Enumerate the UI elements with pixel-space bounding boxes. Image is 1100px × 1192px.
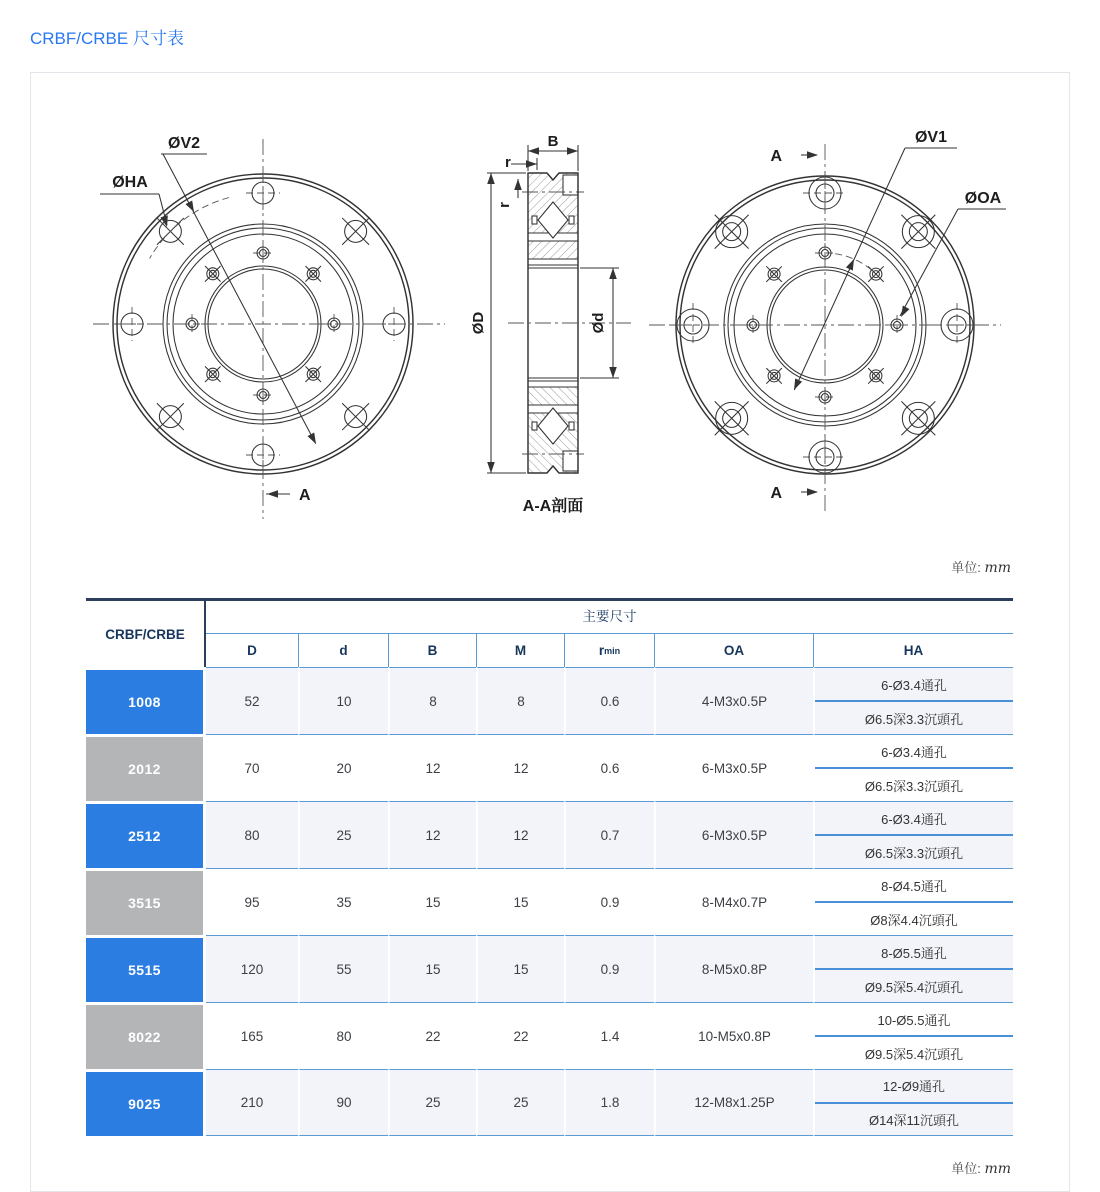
cell-D: 120 xyxy=(206,935,298,1002)
col-header-OA: OA xyxy=(654,634,813,667)
cell-D: 52 xyxy=(206,667,298,734)
table-header xyxy=(86,598,1013,667)
model-badge: 1008 xyxy=(86,667,206,734)
ha-through-hole: 8-Ø5.5通孔 xyxy=(815,936,1013,968)
cell-d: 90 xyxy=(298,1069,388,1136)
cell-HA xyxy=(813,801,1013,868)
cell-B: 15 xyxy=(388,868,476,935)
ha-counterbore: Ø9.5深5.4沉頭孔 xyxy=(815,968,1013,1002)
cell-M: 25 xyxy=(476,1069,564,1136)
content-panel xyxy=(30,72,1070,1192)
ha-counterbore: Ø9.5深5.4沉頭孔 xyxy=(815,1035,1013,1069)
cell-D: 70 xyxy=(206,734,298,801)
cell-HA xyxy=(813,1069,1013,1136)
ha-through-hole: 6-Ø3.4通孔 xyxy=(881,744,947,760)
cell-rmin: 0.6 xyxy=(564,734,654,801)
cell-M: 12 xyxy=(476,734,564,801)
table-row xyxy=(86,1069,1013,1136)
cell-M: 15 xyxy=(476,935,564,1002)
label-b: B xyxy=(547,133,559,150)
cell-HA xyxy=(813,1002,1013,1069)
table-row xyxy=(86,801,1013,868)
cell-OA: 8-M4x0.7P xyxy=(654,868,813,935)
technical-drawings xyxy=(31,86,1070,546)
group-header: 主要尺寸 xyxy=(206,601,1013,634)
label-ov2: ØV2 xyxy=(167,135,201,152)
cell-OA: 6-M3x0.5P xyxy=(654,801,813,868)
ha-counterbore: Ø8深4.4沉頭孔 xyxy=(815,901,1013,935)
label-a-top: A xyxy=(770,148,782,165)
table-row xyxy=(86,1002,1013,1069)
table-row xyxy=(86,935,1013,1002)
table-row xyxy=(86,667,1013,734)
label-a-bottom: A xyxy=(770,485,782,502)
unit-label: 单位: mm xyxy=(951,560,1011,576)
cell-HA xyxy=(813,734,1013,801)
cell-rmin: 0.7 xyxy=(564,801,654,868)
front-view-left xyxy=(93,135,445,519)
label-id: Ød xyxy=(590,312,607,334)
model-badge: 9025 xyxy=(86,1069,206,1136)
col-header-d: d xyxy=(298,634,388,667)
model-badge: 8022 xyxy=(86,1002,206,1069)
cell-M: 8 xyxy=(476,667,564,734)
cell-OA: 10-M5x0.8P xyxy=(654,1002,813,1069)
cell-HA xyxy=(813,667,1013,734)
cell-OA: 12-M8x1.25P xyxy=(654,1069,813,1136)
ha-counterbore: Ø6.5深3.3沉頭孔 xyxy=(815,834,1013,868)
label-ooa: ØOA xyxy=(964,190,1002,207)
ha-through-hole: 10-Ø5.5通孔 xyxy=(877,1012,951,1028)
cell-M: 15 xyxy=(476,868,564,935)
label-r-top: r xyxy=(505,154,511,171)
cell-HA xyxy=(813,935,1013,1002)
label-od: ØD xyxy=(470,311,487,335)
label-a-left: A xyxy=(299,487,311,504)
cell-B: 22 xyxy=(388,1002,476,1069)
cell-B: 25 xyxy=(388,1069,476,1136)
cell-rmin: 0.6 xyxy=(564,667,654,734)
model-column-header: CRBF/CRBE xyxy=(86,601,206,667)
page-title[interactable]: CRBF/CRBE 尺寸表 xyxy=(30,29,184,48)
section-view xyxy=(470,133,631,515)
cell-d: 20 xyxy=(298,734,388,801)
cell-d: 25 xyxy=(298,801,388,868)
ha-through-hole: 6-Ø3.4通孔 xyxy=(815,668,1013,700)
cell-M: 12 xyxy=(476,801,564,868)
cell-d: 80 xyxy=(298,1002,388,1069)
model-badge: 2012 xyxy=(86,734,206,801)
cell-d: 55 xyxy=(298,935,388,1002)
cell-D: 210 xyxy=(206,1069,298,1136)
cell-rmin: 1.8 xyxy=(564,1069,654,1136)
cell-rmin: 1.4 xyxy=(564,1002,654,1069)
ha-through-hole: 8-Ø4.5通孔 xyxy=(881,878,947,894)
table-row xyxy=(86,868,1013,935)
model-badge: 3515 xyxy=(86,868,206,935)
col-header-rmin: r min xyxy=(564,634,654,667)
cell-HA xyxy=(813,868,1013,935)
col-header-HA: HA xyxy=(813,634,1013,667)
ha-counterbore: Ø6.5深3.3沉頭孔 xyxy=(815,700,1013,734)
cell-d: 35 xyxy=(298,868,388,935)
ha-counterbore: Ø6.5深3.3沉頭孔 xyxy=(815,767,1013,801)
model-badge: 2512 xyxy=(86,801,206,868)
ha-through-hole: 6-Ø3.4通孔 xyxy=(815,802,1013,834)
cell-B: 15 xyxy=(388,935,476,1002)
cell-rmin: 0.9 xyxy=(564,868,654,935)
section-caption: A-A剖面 xyxy=(522,498,584,515)
ha-counterbore: Ø14深11沉頭孔 xyxy=(815,1102,1013,1136)
label-r-side: r xyxy=(496,202,513,208)
table-row xyxy=(86,734,1013,801)
cell-B: 8 xyxy=(388,667,476,734)
cell-d: 10 xyxy=(298,667,388,734)
dimension-table xyxy=(86,598,1013,1136)
col-header-B: B xyxy=(388,634,476,667)
cell-D: 165 xyxy=(206,1002,298,1069)
cell-B: 12 xyxy=(388,734,476,801)
model-badge: 5515 xyxy=(86,935,206,1002)
cell-M: 22 xyxy=(476,1002,564,1069)
col-header-M: M xyxy=(476,634,564,667)
cell-B: 12 xyxy=(388,801,476,868)
cell-D: 95 xyxy=(206,868,298,935)
cell-D: 80 xyxy=(206,801,298,868)
label-ov1: ØV1 xyxy=(914,129,948,146)
front-view-right xyxy=(649,129,1006,513)
col-header-D: D xyxy=(247,643,257,658)
cell-OA: 6-M3x0.5P xyxy=(654,734,813,801)
unit-label-next-section: 单位: mm xyxy=(951,1161,1011,1177)
label-oha: ØHA xyxy=(112,174,148,191)
cell-OA: 4-M3x0.5P xyxy=(654,667,813,734)
cell-rmin: 0.9 xyxy=(564,935,654,1002)
ha-through-hole: 12-Ø9通孔 xyxy=(815,1070,1013,1102)
cell-OA: 8-M5x0.8P xyxy=(654,935,813,1002)
